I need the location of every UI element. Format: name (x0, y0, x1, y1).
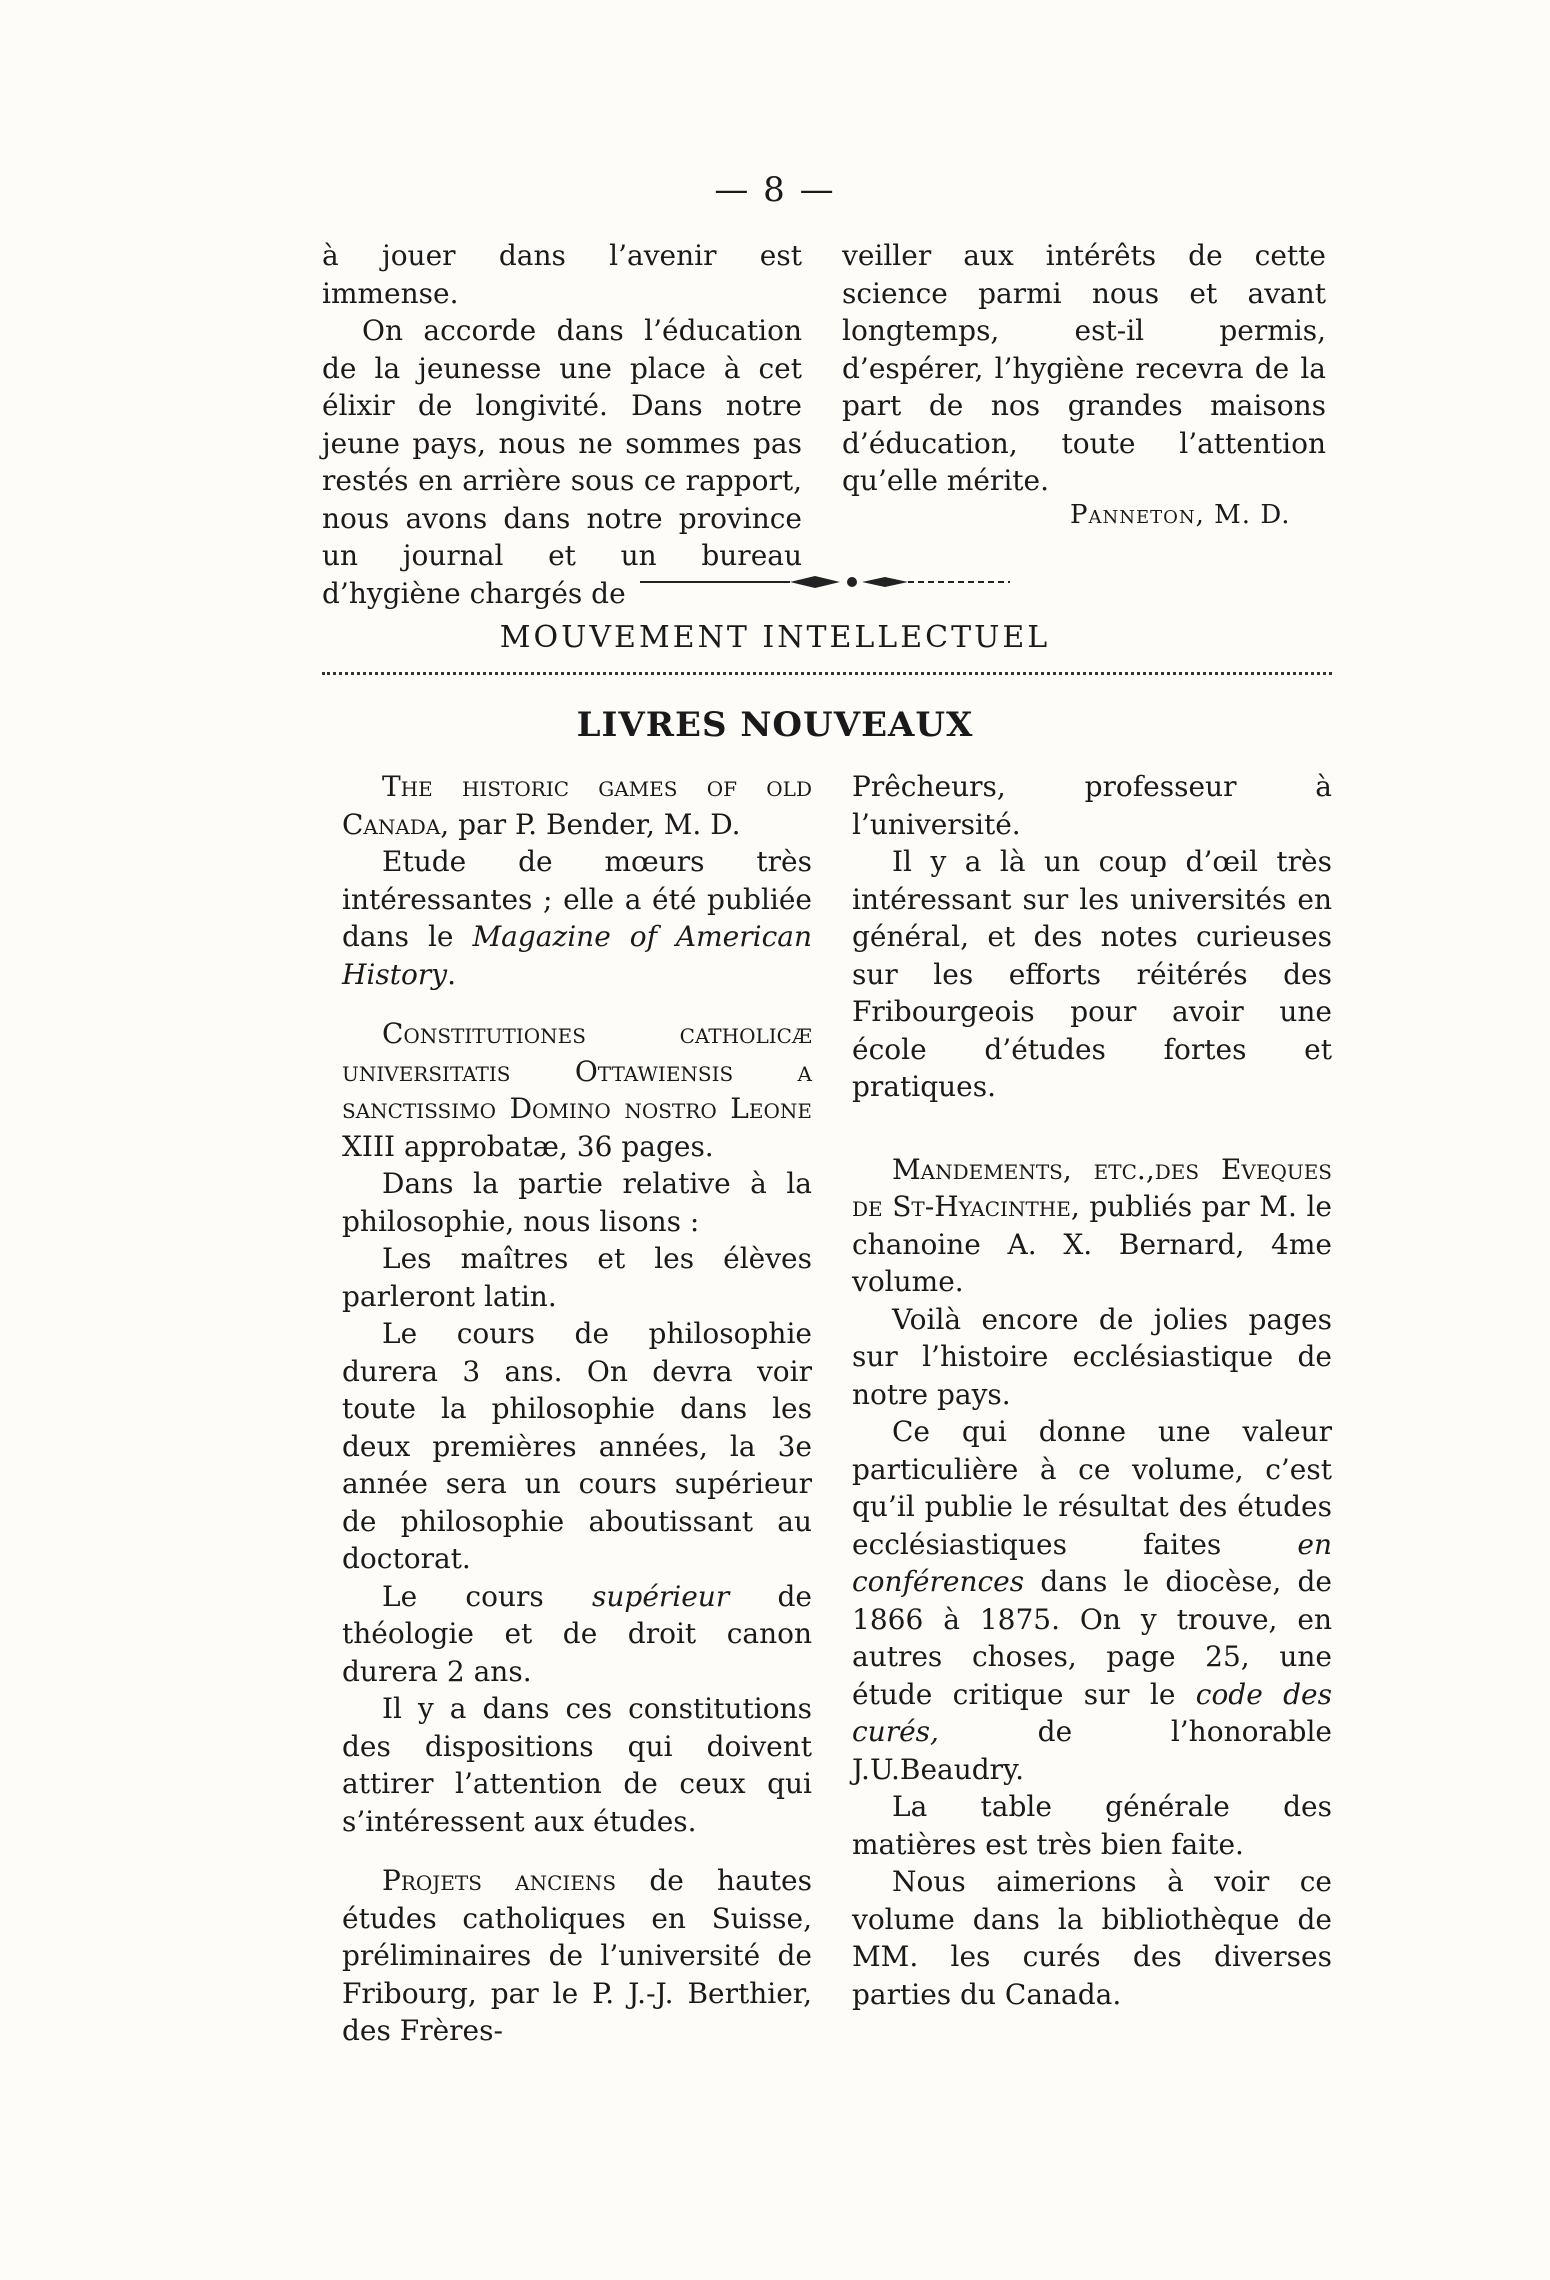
ornament-divider (640, 570, 1010, 594)
paragraph (852, 1863, 1332, 2013)
paragraph (342, 1315, 812, 1578)
book-title: The historic games of old Canada (342, 770, 812, 841)
book-details: de hautes études catholiques en Suisse, préliminaires de l’université de Fribourg, par le P. J.-J. Berthier, des Frères- (342, 1864, 812, 2047)
text-run: Le cours (382, 1579, 592, 1613)
book-details: approbatæ, 36 pages. (395, 1129, 714, 1163)
book-entry-heading (852, 1151, 1332, 1301)
paragraph: veiller aux intérêts de cette science parmi nous et avant longtemps, est-il permis, d’espérer, l’hygiène recevra de la part de nos grandes maisons d’éducation, toute l’attention qu’elle mérite. (842, 239, 1326, 497)
paragraph (342, 1240, 812, 1315)
book-entry-heading (342, 1015, 812, 1165)
paragraph (852, 843, 1332, 1106)
paragraph (852, 1788, 1332, 1863)
paragraph (342, 843, 812, 993)
text-run: La table générale des matières est très bien faite. (852, 1790, 1332, 1861)
continued-text-right-column (842, 237, 1326, 500)
book-details: Prêcheurs, professeur à l’université. (852, 770, 1332, 841)
book-title: Constitutiones catholicæ universitatis Ottawiensis a sanctissimo Domino nostro Leone XIII (342, 1017, 812, 1163)
text-run: de théologie et de droit canon durera 2 ans. (342, 1579, 812, 1688)
entry-spacer (342, 993, 812, 1015)
book-list-left-column (342, 768, 812, 2050)
text-run: Le cours de philosophie durera 3 ans. On devra voir toute la philosophie dans les deux premières années, la 3e année sera un cours supérieur de philosophie aboutissant au doctorat. (342, 1317, 812, 1575)
text-run: dans le diocèse, de 1866 à 1875. On y trouve, en autres choses, page 25, une étude critique sur le (852, 1565, 1332, 1711)
entry-spacer (342, 1840, 812, 1862)
text-run: Dans la partie relative à la philosophie, nous lisons : (342, 1167, 812, 1238)
text-run: Voilà encore de jolies pages sur l’histoire ecclésiastique de notre pays. (852, 1302, 1332, 1411)
book-entry-heading (342, 768, 812, 843)
text-run: Il y a dans ces constitutions des dispositions qui doivent attirer l’attention de ceux qui s’intéressent aux études. (342, 1692, 812, 1838)
paragraph (342, 1578, 812, 1691)
section-heading: MOUVEMENT INTELLECTUEL (499, 620, 1051, 655)
book-entry-heading (342, 1862, 812, 2050)
book-list-right-column (852, 768, 1332, 2013)
paragraph (342, 1690, 812, 1840)
text-run: Les maîtres et les élèves parleront latin. (342, 1242, 812, 1313)
paragraph: On accorde dans l’éducation de la jeunesse une place à cet élixir de longivité. Dans notre jeune pays, nous ne sommes pas restés en arrière sous ce rapport, nous avons dans notre province un journal et un bureau d’hygiène chargés de (322, 314, 802, 610)
subsection-heading: LIVRES NOUVEAUX (576, 705, 974, 745)
paragraph (342, 1165, 812, 1240)
text-run: Ce qui donne une valeur particulière à ce volume, c’est qu’il publie le résultat des études ecclésiastiques faites (852, 1415, 1332, 1561)
book-details: , publiés par M. le chanoine A. X. Bernard, 4me volume. (852, 1190, 1332, 1298)
text-run: Etude de mœurs très intéressantes ; elle a été publiée dans le (342, 845, 812, 953)
paragraph (852, 1413, 1332, 1788)
author-signature: Panneton, M. D. (1070, 500, 1291, 530)
continued-text-left-column (322, 237, 802, 612)
italic-text: code des curés, (852, 1677, 1332, 1748)
text-run: Nous aimerions à voir ce volume dans la bibliothèque de MM. les curés des diverses parties du Canada. (852, 1865, 1332, 2011)
book-title: Mandements, etc.,des Eveques de St-Hyacinthe (852, 1152, 1332, 1223)
book-entry-heading (852, 768, 1332, 843)
book-title: Projets anciens (382, 1864, 617, 1897)
italic-text: supérieur (592, 1579, 730, 1613)
italic-text: Magazine of American History (342, 920, 812, 991)
page-number: — 8 — (714, 170, 836, 210)
text-run: Il y a là un coup d’œil très intéressant sur les universités en général, et des notes curieuses sur les efforts réitérés des Fribourgeois pour avoir une école d’études fortes et pratiques. (852, 845, 1332, 1103)
entry-spacer (852, 1106, 1332, 1151)
text-run: . (447, 957, 456, 991)
italic-text: en conférences (852, 1527, 1332, 1598)
text-run: de l’honorable J.U.Beaudry. (852, 1715, 1332, 1786)
dotted-rule (322, 672, 1332, 675)
paragraph: à jouer dans l’avenir est immense. (322, 239, 802, 310)
book-details: , par P. Bender, M. D. (440, 807, 741, 841)
paragraph (852, 1301, 1332, 1414)
